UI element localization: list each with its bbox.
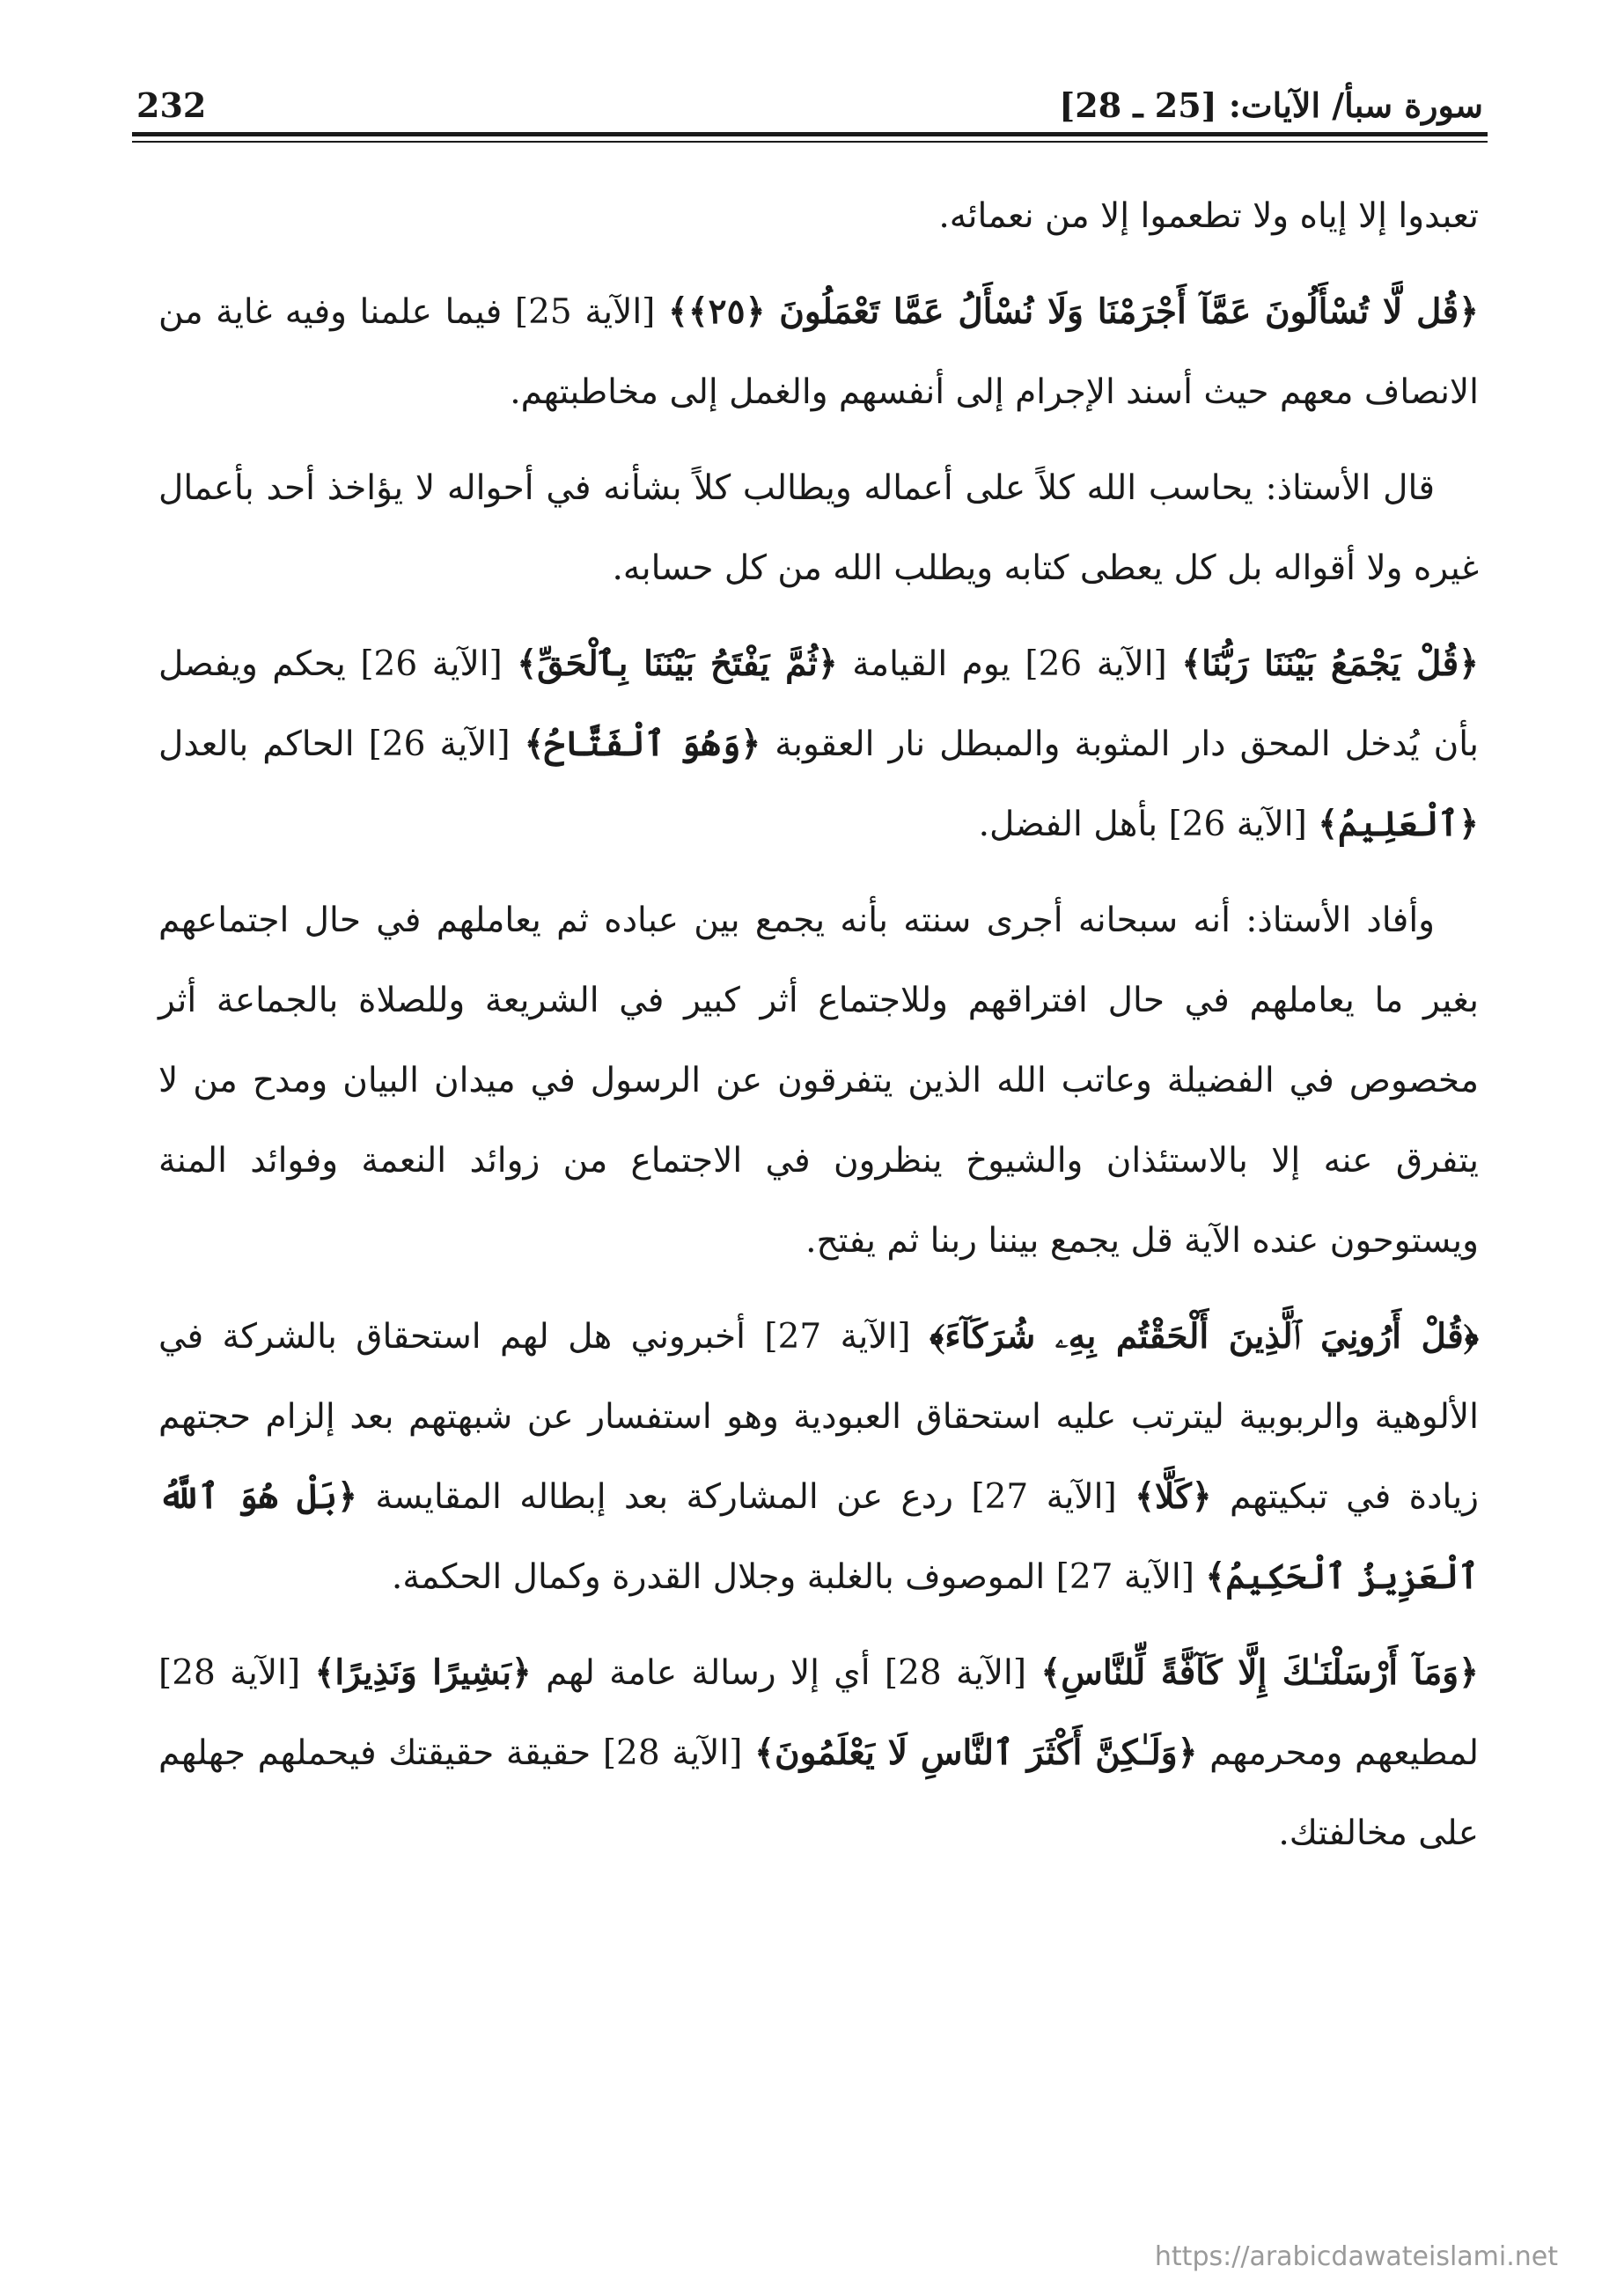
commentary-text: وأفاد الأستاذ: أنه سبحانه أجرى سنته بأنه يجمع بين عباده ثم يعاملهم في حال اجتماعهم بغير ما يعاملهم في حال افتراقهم وللاجتماع أثر كبير في الشريعة وللصلاة بالجماعة أثر مخصوص في الفضيلة وعاتب الله الذين يتفرقون عن الرسول في ميدان البيان ومدح من لا يتفرق عنه إلا بالاستئذان والشيوخ ينظرون في الاجتماع من زوائد النعمة وفوائد المنة ويستوحون عنده الآية قل يجمع بيننا ربنا ثم يفتح. xyxy=(158,901,1479,1261)
page-number: 232 xyxy=(136,85,207,125)
quran-verse: ﴿وَمَآ أَرْسَلْنَـٰكَ إِلَّا كَآفَّةً لِّلنَّاسِ﴾ xyxy=(1040,1652,1479,1693)
paragraph xyxy=(158,448,1479,608)
commentary-text: [الآية 26] يحكم ويفصل بأن يُدخل المحق دار المثوبة والمبطل نار العقوبة xyxy=(158,644,1479,764)
quran-verse: ﴿بَشِيرًا وَنَذِيرًا﴾ xyxy=(314,1652,532,1693)
quran-verse: ﴿ثُمَّ يَفْتَحُ بَيْنَنَا بِٱلْحَقِّ﴾ xyxy=(517,644,838,684)
paragraph xyxy=(158,272,1479,432)
commentary-text: [الآية 26] بأهل الفضل. xyxy=(978,805,1319,844)
quran-verse: ﴿قُلْ يَجْمَعُ بَيْنَنَا رَبُّنَا﴾ xyxy=(1181,644,1479,684)
commentary-text: [الآية 26] يوم القيامة xyxy=(837,644,1182,684)
paragraph xyxy=(158,624,1479,864)
quran-verse: ﴿وَلَـٰكِنَّ أَكْثَرَ ٱلنَّاسِ لَا يَعْلَمُونَ﴾ xyxy=(754,1733,1198,1773)
commentary-text: [الآية 25] فيما علمنا وفيه غاية من الانصاف معهم حيث أسند الإجرام إلى أنفسهم والغمل إلى مخاطبتهم. xyxy=(158,292,1479,412)
commentary-text: [الآية 28] أي إلا رسالة عامة لهم xyxy=(531,1653,1041,1693)
commentary-text: [الآية 26] الحاكم بالعدل xyxy=(158,725,525,764)
body-text xyxy=(158,176,1479,1889)
quran-verse: ﴿ٱلْعَلِيمُ﴾ xyxy=(1318,804,1479,844)
commentary-text: [الآية 27] ردع عن المشاركة بعد إبطاله المقايسة xyxy=(356,1477,1135,1517)
header-rule-thin xyxy=(132,141,1488,143)
commentary-text: [الآية 28] لمطيعهم ومحرمهم xyxy=(158,1653,1479,1773)
commentary-text: تعبدوا إلا إياه ولا تطعموا إلا من نعمائه. xyxy=(938,196,1479,236)
quran-verse: ﴿قُل لَّا تُسْأَلُونَ عَمَّآ أَجْرَمْنَا وَلَا نُسْأَلُ عَمَّا تَعْمَلُونَ ﴿٢٥﴾﴾ xyxy=(667,291,1479,332)
commentary-text: [الآية 27] أخبروني هل لهم استحقاق بالشركة في الألوهية والربوبية ليترتب عليه استحقاق العبودية وهو استفسار عن شبهتهم بعد إلزام حجتهم زيادة في تبكيتهم xyxy=(158,1317,1480,1517)
watermark: https://arabicdawateislami.net xyxy=(1154,2241,1558,2272)
quran-verse: ﴿كَلَّا﴾ xyxy=(1135,1476,1212,1517)
header-rule-thick xyxy=(132,132,1488,136)
running-head: سورة سبأ/ الآيات: [25 ـ 28] xyxy=(1059,85,1483,125)
quran-verse: ﴿بَلْ هُوَ ٱللَّهُ ٱلْعَزِيزُ ٱلْحَكِيمُ﴾ xyxy=(158,1476,1479,1597)
commentary-text: [الآية 27] الموصوف بالغلبة وجلال القدرة وكمال الحكمة. xyxy=(391,1557,1206,1597)
paragraph xyxy=(158,880,1479,1281)
quran-verse: ﴿قُلْ أَرُونِيَ ٱلَّذِينَ أَلْحَقْتُم بِهِۦ شُرَكَآءَ﴾ xyxy=(929,1316,1479,1357)
page-header xyxy=(136,72,1483,125)
commentary-text: [الآية 28] حقيقة حقيقتك فيحملهم جهلهم على مخالفتك. xyxy=(158,1733,1479,1853)
commentary-text: قال الأستاذ: يحاسب الله كلاً على أعماله ويطالب كلاً بشأنه في أحواله لا يؤاخذ أحد بأعمال غيره ولا أقواله بل كل يعطى كتابه ويطلب الله من كل حسابه. xyxy=(158,468,1479,588)
paragraph xyxy=(158,1297,1479,1617)
paragraph xyxy=(158,1633,1479,1873)
quran-verse: ﴿وَهُوَ ٱلْفَتَّاحُ﴾ xyxy=(524,724,761,764)
paragraph xyxy=(158,176,1479,256)
